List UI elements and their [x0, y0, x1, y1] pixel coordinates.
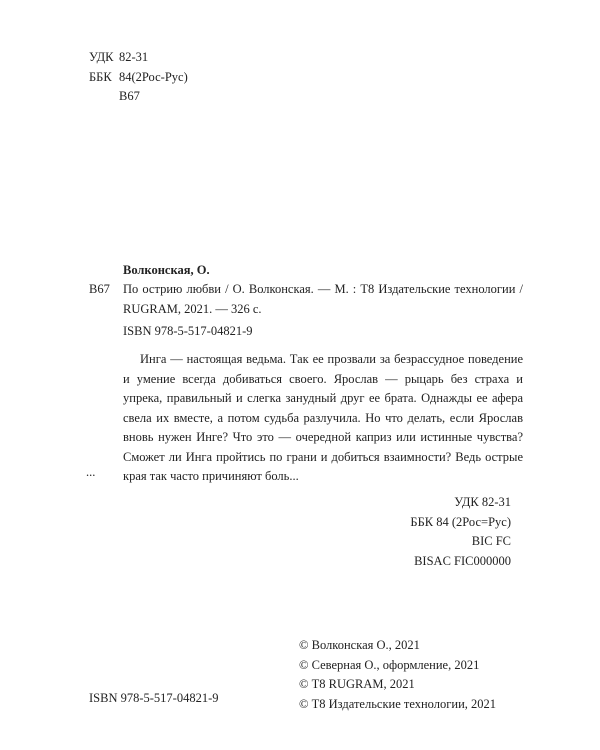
right-udk: УДК 82-31 — [454, 495, 511, 509]
udk-row — [89, 48, 188, 68]
author-sign-label — [89, 87, 119, 107]
top-classification-block — [89, 48, 188, 107]
author-sign-value: В67 — [119, 89, 140, 103]
copyright-author: © Волконская О., 2021 — [299, 638, 420, 652]
udk-label: УДК — [89, 50, 114, 64]
bbk-label: ББК — [89, 69, 112, 84]
author-code: В67 — [89, 282, 110, 296]
right-bic: BIC FC — [471, 534, 511, 548]
copyright-publisher: © Т8 Издательские технологии, 2021 — [299, 696, 497, 711]
bbk-row — [89, 68, 188, 88]
book-annotation: Инга — настоящая ведьма. Так ее прозвали за безрассудное поведение и умение всегда добиваться своего. Ярослав — рыцарь без страха и упрека, правильный и слегка занудный друг ее брата. Однажды ее афера свела их вместе, а потом судьба разлучила. Но что делать, если Ярослав вновь нужен Инге? Что это — очередной каприз или истинные чувства? Сможет ли Инга пройтись по грани и добиться взаимности? Ведь острые края так часто причиняют боль... — [123, 352, 523, 483]
copyright-block — [299, 636, 496, 714]
udk-value: 82-31 — [119, 50, 149, 64]
right-bbk: ББК 84 (2Рос=Рус) — [410, 514, 511, 529]
bibliographic-record: По острию любви / О. Волконская. — М. : Т8 Издательские технологии / RUGRAM, 2021. — 326 с. — [123, 282, 523, 316]
author-heading: Волконская, О. — [123, 263, 210, 277]
ellipsis-mark: ... — [86, 465, 96, 479]
isbn-bottom: ISBN 978-5-517-04821-9 — [89, 691, 219, 705]
right-classification-block — [390, 493, 511, 571]
copyright-design: © Северная О., оформление, 2021 — [299, 657, 480, 672]
right-bisac: BISAC FIC000000 — [414, 553, 511, 568]
copyright-rugram: © Т8 RUGRAM, 2021 — [299, 677, 415, 691]
isbn-record: ISBN 978-5-517-04821-9 — [123, 324, 253, 338]
bbk-value: 84(2Рос-Рус) — [119, 69, 188, 84]
author-sign-row — [89, 87, 188, 107]
